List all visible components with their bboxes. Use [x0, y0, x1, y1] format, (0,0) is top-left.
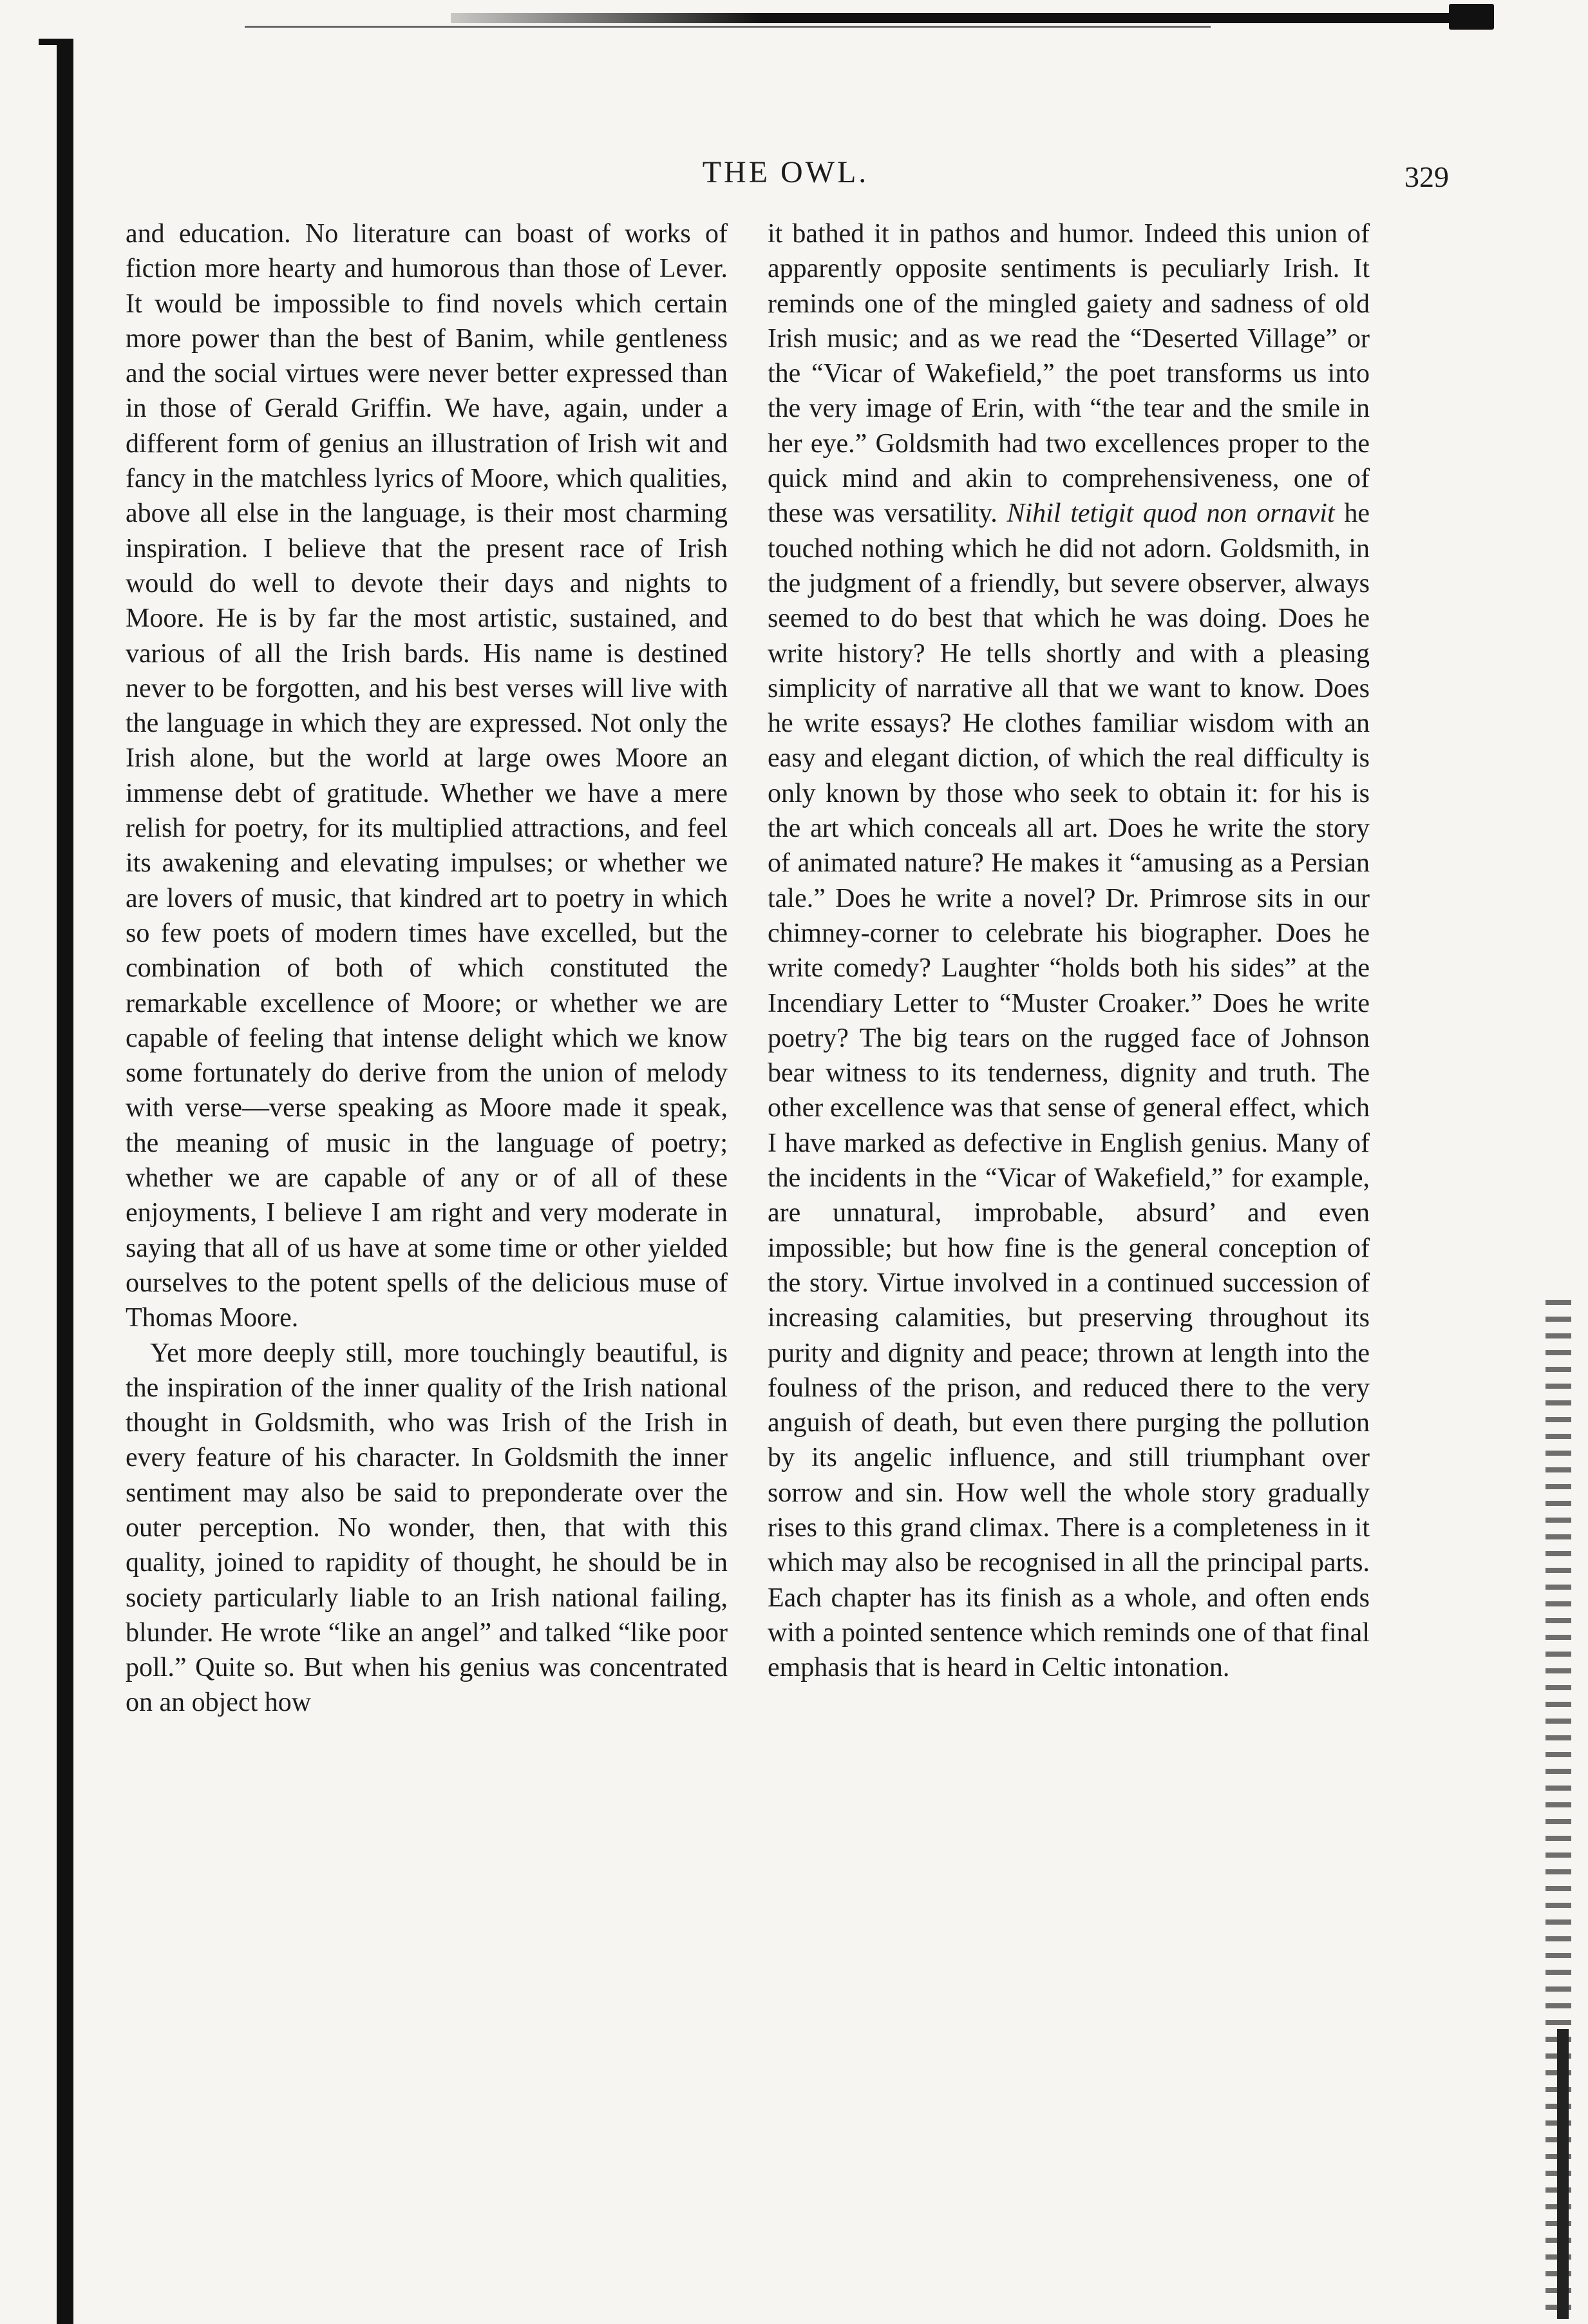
scan-page-edge-shadow: [1557, 2029, 1569, 2319]
text-before-latin-quote: it bathed it in pathos and humor. Indeed this union of apparently opposite sentiments is peculiarly Irish. It reminds one of the mingled gaiety and sadness of old Irish music; and as we read the “Deserted Village” or the “Vicar of Wakefield,” the poet transforms us into the very image of Erin, with “the tear and the smile in her eye.” Goldsmith had two excellences proper to the quick mind and akin to comprehensiveness, one of these was versatility.: [768, 219, 1370, 529]
scan-ink-blot: [1449, 4, 1494, 30]
scan-top-rule-thin: [245, 26, 1211, 28]
right-column: [768, 216, 1370, 1685]
paragraph-goldsmith-intro: Yet more deeply still, more touchingly beautiful, is the inspiration of the inner quality of the Irish national thought in Goldsmith, who was Irish of the Irish in every feature of his character. In Goldsmith the inner sentiment may also be said to preponderate over the outer perception. No wonder, then, that with this quality, joined to rapidity of thought, he should be in society particularly liable to an Irish national failing, blunder. He wrote “like an angel” and talked “like poor poll.” Quite so. But when his genius was concentrated on an object how: [126, 1338, 728, 1718]
paragraph-goldsmith-continued: [768, 216, 1370, 1685]
running-head: [0, 155, 1588, 200]
text-after-latin-quote: he touched nothing which he did not adorn. Goldsmith, in the judgment of a friendly, but severe observer, always seemed to do best that which he was doing. Does he write history? He tells shortly and with a pleasing simplicity of narrative all that we want to know. Does he write essays? He clothes familiar wisdom with an easy and elegant diction, of which the real difficulty is only known by those who seek to obtain it: for his is the art which conceals all art. Does he write the story of animated nature? He makes it “amusing as a Persian tale.” Does he write a novel? Dr. Primrose sits in our chimney-corner to celebrate his biographer. Does he write comedy? Laughter “holds both his sides” at the Incendiary Letter to “Muster Croaker.” Does he write poetry? The big tears on the rugged face of Johnson bear witness to its tenderness, dignity and truth. The other excellence was that sense of general effect, which I have marked as defective in English genius. Many of the incidents in the “Vicar of Wakefield,” for example, are unnatural, improbable, absurd’ and even impossible; but how fine is the general conception of the story. Virtue involved in a continued succession of increasing calamities, but preserving throughout its purity and dignity and peace; thrown at length into the foulness of the prison, and reduced there to the very anguish of death, but even there purging the pollution by its angelic influence, and still triumphant over sorrow and sin. How well the whole story gradually rises to this grand climax. There is a completeness in it which may also be recognised in all the principal parts. Each chapter has its finish as a whole, and often ends with a pointed sentence which reminds one of that final emphasis that is heard in Celtic intonation.: [768, 499, 1370, 1683]
page-number: 329: [1404, 160, 1449, 193]
left-column: [126, 216, 728, 1720]
paragraph-moore: and education. No literature can boast of works of fiction more hearty and humorous than those of Lever. It would be impossible to find novels which certain more power than the best of Banim, while gentleness and the social virtues were never better expressed than in those of Gerald Griffin. We have, again, under a different form of genius an illustration of Irish wit and fancy in the matchless lyrics of Moore, which qualities, above all else in the language, is their most charming inspiration. I believe that the present race of Irish would do well to devote their days and nights to Moore. He is by far the most artistic, sustained, and various of all the Irish bards. His name is destined never to be forgotten, and his best verses will live with the language in which they are expressed. Not only the Irish alone, but the world at large owes Moore an immense debt of gratitude. Whether we have a mere relish for poetry, for its multiplied attractions, and feel its awakening and elevating impulses; or whether we are lovers of music, that kindred art to poetry in which so few poets of modern times have excelled, but the combination of both of which constituted the remarkable excellence of Moore; or whether we are capable of feeling that intense delight which we know some fortunately do derive from the union of melody with verse—verse speaking as Moore made it speak, the meaning of music in the language of poetry; whether we are capable of any or of all of these enjoyments, I believe I am right and very moderate in saying that all of us have at some time or other yielded ourselves to the potent spells of the delicious muse of Thomas Moore.: [126, 219, 728, 1333]
running-title: THE OWL.: [702, 155, 869, 189]
scan-binding-edge: [57, 39, 73, 2324]
scan-top-rule: [451, 13, 1494, 23]
latin-quote: Nihil tetigit quod non ornavit: [1007, 499, 1335, 529]
